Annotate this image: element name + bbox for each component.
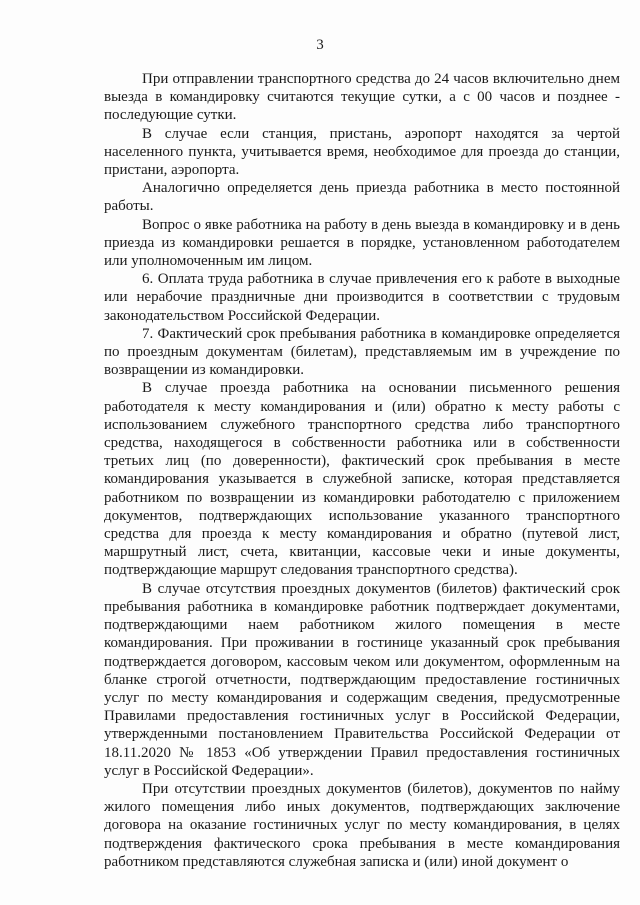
paragraph-item-6-holiday-pay: 6. Оплата труда работника в случае привлечения его к работе в выходные или нерабочие праздничные дни производится в соответствии с трудовым законодательством Российской Федерации. bbox=[104, 271, 620, 324]
paragraph-departure-day: При отправлении транспортного средства до 24 часов включительно днем выезда в командировку считаются текущие сутки, а с 00 часов и позднее - последующие сутки. bbox=[104, 71, 620, 124]
document-body bbox=[104, 70, 620, 871]
paragraph-work-attendance: Вопрос о явке работника на работу в день выезда в командировку и в день приезда из командировки решается в порядке, установленном работодателем или уполномоченным им лицом. bbox=[104, 216, 620, 270]
paragraph-item-7-actual-term: 7. Фактический срок пребывания работника в командировке определяется по проездным документам (билетам), представляемым им в учреждение по возвращении из командировки. bbox=[104, 325, 620, 379]
page-number: 3 bbox=[316, 37, 324, 53]
paragraph-official-vehicle: В случае проезда работника на основании письменного решения работодателя к месту командирования и (или) обратно к месту работы с использованием служебного транспортного средства либо транспортного средства, находящегося в собственности работника или в собственности третьих лиц (по доверенности), фактический срок пребывания в месте командирования указывается в служебной записке, которая представляется работником по возвращении из командировки работодателю с приложением документов, подтверждающих использование указанного транспортного средства для проезда к месту командирования и обратно (путевой лист, маршрутный лист, счета, квитанции, кассовые чеки и иные документы, подтверждающие маршрут следования транспортного средства). bbox=[104, 380, 620, 579]
paragraph-no-tickets-housing: В случае отсутствия проездных документов (билетов) фактический срок пребывания работника в командировке работник подтверждает документами, подтверждающими наем работником жилого помещения в месте командирования. При проживании в гостинице указанный срок пребывания подтверждается договором, кассовым чеком или документом, оформленным на бланке строгой отчетности, подтверждающим предоставление гостиничных услуг по месту командирования и содержащим сведения, предусмотренные Правилами предоставления гостиничных услуг в Российской Федерации, утвержденными постановлением Правительства Российской Федерации от 18.11.2020 № 1853 «Об утверждении Правил предоставления гостиничных услуг в Российской Федерации». bbox=[104, 580, 620, 779]
paragraph-station-outside-city: В случае если станция, пристань, аэропорт находятся за чертой населенного пункта, учитывается время, необходимое для проезда до станции, пристани, аэропорта. bbox=[104, 125, 620, 179]
paragraph-no-documents: При отсутствии проездных документов (билетов), документов по найму жилого помещения либо иных документов, подтверждающих заключение договора на оказание гостиничных услуг по месту командирования, в целях подтверждения фактического срока пребывания в месте командирования работником представляются служебная записка и (или) иной документ о bbox=[104, 780, 620, 870]
paragraph-arrival-day: Аналогично определяется день приезда работника в место постоянной работы. bbox=[104, 180, 620, 215]
